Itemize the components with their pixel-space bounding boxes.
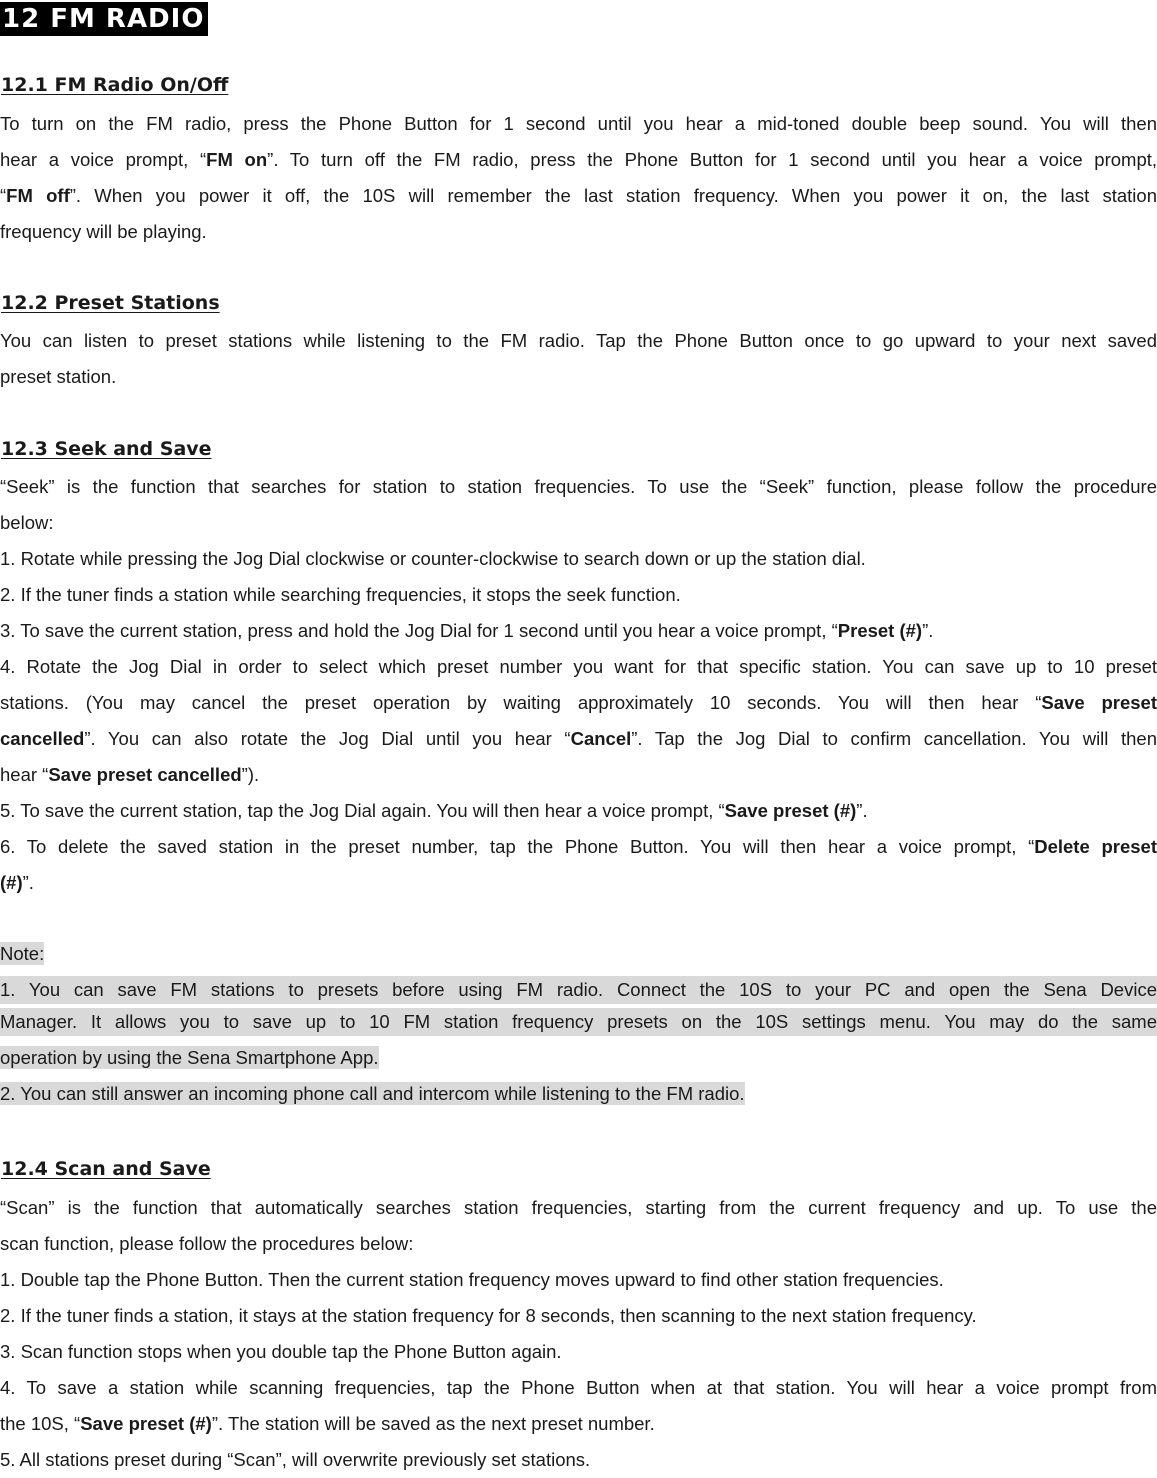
section-title-seek-and-save: 12.3 Seek and Save xyxy=(1,438,212,460)
list-item: 2. If the tuner finds a station, it stays at the station frequency for 8 seconds, then scanning to the next station frequency. xyxy=(0,1305,977,1326)
list-item-continued: hear “Save preset cancelled”). xyxy=(0,764,260,785)
note-line: 2. You can still answer an incoming phone call and intercom while listening to the FM radio. xyxy=(0,1083,745,1104)
list-item-continued: (#)”. xyxy=(0,872,34,893)
paragraph-seek-and-save xyxy=(0,469,1157,901)
list-item: 1. Double tap the Phone Button. Then the current station frequency moves upward to find other station frequencies. xyxy=(0,1269,944,1290)
chapter-title: 12 FM RADIO xyxy=(0,2,208,36)
section-title-preset-stations: 12.2 Preset Stations xyxy=(1,292,220,314)
text-line: scan function, please follow the procedures below: xyxy=(0,1233,414,1254)
section-title-scan-and-save: 12.4 Scan and Save xyxy=(1,1158,211,1180)
note-line: Manager. It allows you to save up to 10 FM station frequency presets on the 10S settings menu. You may do the same xyxy=(0,1008,1157,1036)
note-block xyxy=(0,936,1157,1112)
note-label: Note: xyxy=(0,943,45,964)
note-line: operation by using the Sena Smartphone App. xyxy=(0,1047,379,1068)
list-item: 3. Scan function stops when you double tap the Phone Button again. xyxy=(0,1341,562,1362)
text-line: “FM off”. When you power it off, the 10S will remember the last station frequency. When you power it on, the last station xyxy=(0,185,1157,206)
list-item: 3. To save the current station, press and hold the Jog Dial for 1 second until you hear a voice prompt, “Preset (#)”. xyxy=(0,620,934,641)
list-item-continued: stations. (You may cancel the preset operation by waiting approximately 10 seconds. You will then hear “Save preset xyxy=(0,692,1157,713)
paragraph-scan-and-save xyxy=(0,1190,1157,1478)
list-item: 5. To save the current station, tap the Jog Dial again. You will then hear a voice prompt, “Save preset (#)”. xyxy=(0,800,868,821)
list-item: 1. Rotate while pressing the Jog Dial clockwise or counter-clockwise to search down or up the station dial. xyxy=(0,548,866,569)
list-item-continued: the 10S, “Save preset (#)”. The station will be saved as the next preset number. xyxy=(0,1413,655,1434)
text-line: You can listen to preset stations while listening to the FM radio. Tap the Phone Button once to go upward to your next saved xyxy=(0,330,1157,351)
list-item: 4. Rotate the Jog Dial in order to select which preset number you want for that specific station. You can save up to 10 preset xyxy=(0,656,1157,677)
section-title-radio-on-off: 12.1 FM Radio On/Off xyxy=(1,74,229,96)
note-label-line xyxy=(0,936,1157,972)
list-item: 5. All stations preset during “Scan”, will overwrite previously set stations. xyxy=(0,1449,591,1470)
note-line: 1. You can save FM stations to presets before using FM radio. Connect the 10S to your PC and open the Sena Device xyxy=(0,976,1157,1004)
paragraph-preset-stations xyxy=(0,323,1157,395)
paragraph-radio-on-off xyxy=(0,106,1157,250)
text-line: To turn on the FM radio, press the Phone Button for 1 second until you hear a mid-toned double beep sound. You will then xyxy=(0,113,1157,134)
text-line: hear a voice prompt, “FM on”. To turn off the FM radio, press the Phone Button for 1 second until you hear a voice prompt, xyxy=(0,149,1157,170)
list-item: 4. To save a station while scanning frequencies, tap the Phone Button when at that station. You will hear a voice prompt from xyxy=(0,1377,1157,1398)
list-item-continued: cancelled”. You can also rotate the Jog Dial until you hear “Cancel”. Tap the Jog Dial to confirm cancellation. You will then xyxy=(0,728,1157,749)
text-line: “Scan” is the function that automatically searches station frequencies, starting from the current frequency and up. To use the xyxy=(0,1197,1157,1218)
text-line: “Seek” is the function that searches for station to station frequencies. To use the “Seek” function, please follow the procedure xyxy=(0,476,1157,497)
text-line: below: xyxy=(0,512,54,533)
list-item: 6. To delete the saved station in the preset number, tap the Phone Button. You will then hear a voice prompt, “Delete preset xyxy=(0,836,1157,857)
text-line: frequency will be playing. xyxy=(0,221,207,242)
text-line: preset station. xyxy=(0,366,117,387)
list-item: 2. If the tuner finds a station while searching frequencies, it stops the seek function. xyxy=(0,584,681,605)
